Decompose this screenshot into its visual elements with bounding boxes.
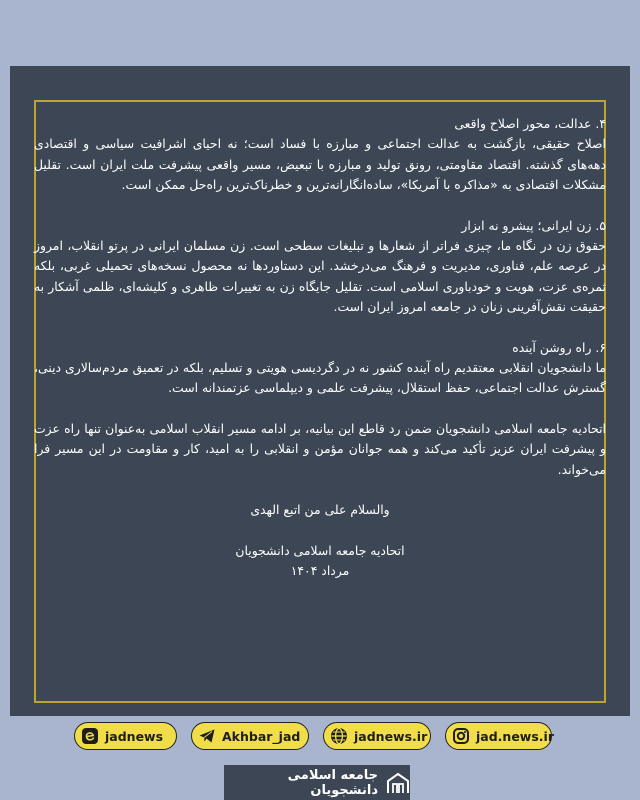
- instagram-icon: [452, 727, 470, 745]
- section-future: [34, 338, 606, 399]
- section-conclusion: [34, 419, 606, 480]
- social-label: jad.news.ir: [476, 728, 554, 744]
- telegram-icon: [198, 727, 216, 745]
- section-women: [34, 216, 606, 318]
- social-link-website[interactable]: [323, 722, 431, 750]
- section-title: ۴. عدالت، محور اصلاح واقعی: [454, 116, 606, 131]
- closing-salutation: والسلام علی من اتبع الهدی: [250, 502, 390, 518]
- social-label: jadnews.ir: [354, 728, 428, 744]
- social-link-instagram[interactable]: [445, 722, 552, 750]
- statement-card: [10, 66, 630, 716]
- social-label: Akhbar_jad: [222, 728, 301, 744]
- social-links: [74, 722, 552, 752]
- statement-text: [34, 114, 606, 581]
- social-label: jadnews: [105, 728, 164, 744]
- signature-date: مرداد ۱۴۰۴: [290, 562, 350, 578]
- section-body: حقوق زن در نگاه ما، چیزی فراتر از شعارها و تبلیغات سطحی است. زن مسلمان ایرانی در پرتو انقلاب، امروز در عرصه علم، فناوری، مدیریت و فرهنگ می‌درخشد. این دستاوردها نه محصول نسخه‌های تحمیلی غربی، بلکه ثمره‌ی عزت، هویت و خودباوری اسلامی است. تقلیل جایگاه زن به تغییرات ظاهری و کلیشه‌ای، ظلمی آشکار به حقیقت نقش‌آفرینی زنان در جامعه امروز ایران است.: [34, 238, 606, 315]
- signature-org: اتحادیه جامعه اسلامی دانشجویان: [235, 542, 405, 558]
- brand-emblem-icon: [386, 772, 410, 794]
- section-body: اتحادیه جامعه اسلامی دانشجویان ضمن رد قاطع این بیانیه، بر ادامه مسیر انقلاب اسلامی به‌عنوان تنها راه عزت و پیشرفت ایران عزیز تأکید می‌کند و همه جوانان مؤمن و انقلابی را به امید، کار و مقاومت در این مسیر فرا می‌خواند.: [34, 420, 606, 477]
- brand-name: جامعه اسلامی دانشجویان: [287, 767, 378, 798]
- globe-icon: [330, 727, 348, 745]
- section-justice: [34, 114, 606, 196]
- brand-logo: [224, 765, 410, 800]
- eitaa-icon: [81, 727, 99, 745]
- social-link-eitaa[interactable]: [74, 722, 177, 750]
- section-title: ۵. زن ایرانی؛ پیشرو نه ابزار: [461, 217, 606, 233]
- section-body: ما دانشجویان انقلابی معتقدیم راه آینده کشور نه در دگردیسی هویتی و تسلیم، بلکه در تعمیق مردم‌سالاری دینی، گسترش عدالت اجتماعی، حفظ استقلال، پیشرفت علمی و دیپلماسی عزتمندانه است.: [34, 360, 606, 396]
- social-link-telegram[interactable]: [191, 722, 309, 750]
- section-title: ۶. راه روشن آینده: [512, 339, 606, 355]
- section-body: اصلاح حقیقی، بازگشت به عدالت اجتماعی و مبارزه با فساد است؛ نه احیای اشرافیت سیاسی و اقتصادی دهه‌های گذشته. اقتصاد مقاومتی، رونق تولید و مبارزه با تبعیض، مسیر واقعی پیشرفت ملت ایران است. تقلیل مشکلات اقتصادی به «مذاکره با آمریکا»، ساده‌انگارانه‌ترین و خطرناک‌ترین راه‌حل ممکن است.: [34, 136, 606, 193]
- signature-block: [34, 541, 606, 582]
